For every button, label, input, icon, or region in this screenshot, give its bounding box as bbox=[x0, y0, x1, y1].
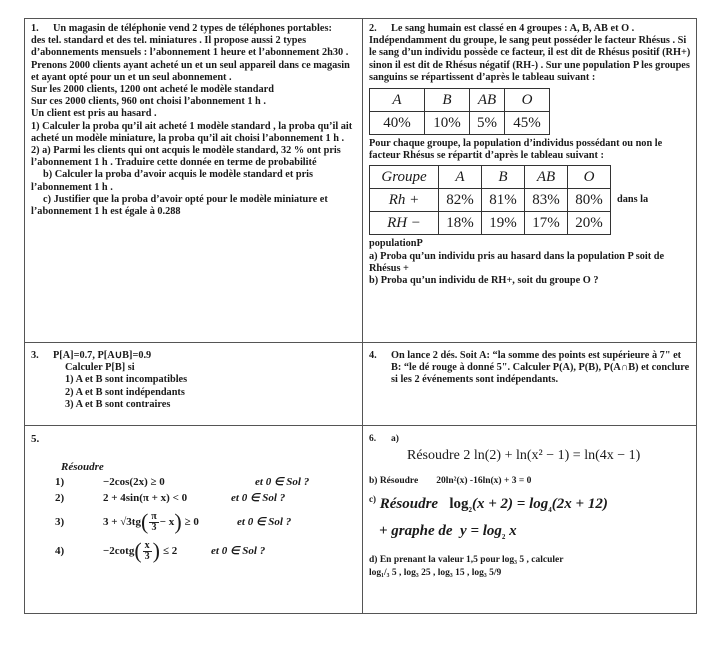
part-b-equation: 20ln²(x) -16ln(x) + 3 = 0 bbox=[436, 476, 532, 487]
paragraph: Sur ces 2000 clients, 960 ont choisi l’abonnement 1 h . bbox=[31, 96, 266, 108]
list-item: 3) A et B sont contraires bbox=[65, 398, 171, 410]
question-1: 1) Calculer la proba qu’il ait acheté 1 modèle standard , la proba qu’il ait acheté un modèle miniature, la proba qu’il ait choisi l’abonnement 1 h . bbox=[31, 120, 353, 144]
expr-part: −2cotg bbox=[103, 545, 135, 558]
table-cell: 19% bbox=[482, 212, 525, 235]
item-label: 2) bbox=[55, 491, 65, 504]
table-cell: 45% bbox=[505, 112, 550, 135]
table-cell: 82% bbox=[439, 189, 482, 212]
condition: et 0 ∈ Sol ? bbox=[255, 476, 310, 489]
exercise-number: 6. bbox=[369, 434, 377, 444]
part-a-label: a) bbox=[391, 434, 399, 444]
table-header: O bbox=[505, 89, 550, 112]
table-header: AB bbox=[470, 89, 505, 112]
table-cell: 20% bbox=[568, 212, 611, 235]
expr-part: + graphe de bbox=[379, 523, 453, 540]
inequality-2 bbox=[31, 492, 356, 504]
question-2b: b) Calculer la proba d’avoir acquis le modèle standard et pris l’abonnement 1 h . bbox=[31, 169, 314, 193]
paragraph: Sur les 2000 clients, 1200 ont acheté le modèle standard bbox=[31, 84, 274, 96]
exercise-5 bbox=[25, 426, 362, 615]
paragraph: Pour chaque groupe, la population d’individus possédant ou non le facteur Rhésus se répartit d’après le tableau suivant : bbox=[369, 138, 663, 162]
condition: et 0 ∈ Sol ? bbox=[211, 545, 266, 558]
side-note: dans la bbox=[617, 194, 649, 206]
exercise-number: 4. bbox=[369, 350, 377, 361]
fraction bbox=[143, 541, 152, 562]
expr-part: x bbox=[509, 523, 517, 540]
question-2a: 2) a) Parmi les clients qui ont acquis le modèle standard, 32 % ont pris l’abonnement 1 h . Traduire cette donnée en terme de probabilité bbox=[31, 145, 341, 169]
expr-part: − x bbox=[159, 516, 175, 529]
item-label: 1) bbox=[55, 476, 65, 489]
graph-request bbox=[369, 520, 692, 548]
expression: 2 + 4sin(π + x) < 0 bbox=[103, 491, 188, 504]
part-b-label: b) Résoudre bbox=[369, 476, 419, 487]
exercise-1 bbox=[25, 19, 362, 342]
exercise-6 bbox=[363, 426, 698, 615]
table-header: O bbox=[568, 166, 611, 189]
expression: −2cos(2x) ≥ 0 bbox=[103, 476, 165, 489]
rhesus-table bbox=[369, 165, 611, 235]
condition: et 0 ∈ Sol ? bbox=[237, 516, 292, 529]
exercise-sheet bbox=[24, 18, 697, 614]
denominator: 3 bbox=[144, 550, 150, 562]
inequality-3 bbox=[31, 509, 356, 535]
item-label: 3) bbox=[55, 516, 65, 529]
part-c-label: c) bbox=[369, 494, 376, 505]
table-header: A bbox=[439, 166, 482, 189]
expression: 3 + √3tg ( $\frac{\pi}{3}$ − x ) ≥ 0 bbox=[103, 509, 199, 535]
exercise-title: Un magasin de téléphonie vend 2 types de téléphones portables: bbox=[53, 23, 332, 34]
paragraph: des tel. standard et des tel. miniatures . Il propose aussi 2 types d’abonnements mensuels : l’abonnement 1 heure et l’abonnement 2h30 . Prenons 2000 clients ayant acheté un et un seul appareil dans ce magasin et ayant opté pour un et un seul abonnement . bbox=[31, 35, 350, 83]
exercise-4 bbox=[363, 343, 698, 425]
table-header: B bbox=[482, 166, 525, 189]
numerator: x bbox=[144, 539, 150, 551]
part-d-line-1: d) En prenant la valeur 1,5 pour log₃ 5 , calculer bbox=[369, 555, 564, 566]
question-b: b) Proba qu’un individu de RH+, soit du groupe O ? bbox=[369, 275, 599, 287]
given-values: P[A]=0.7, P[A∪B]=0.9 bbox=[53, 350, 152, 361]
expr-part: 3 + √3tg bbox=[103, 516, 141, 529]
log-base: 2 bbox=[501, 533, 506, 542]
table-cell: 83% bbox=[525, 189, 568, 212]
table-header: B bbox=[425, 89, 470, 112]
row-label: RH − bbox=[370, 212, 439, 235]
exercise-3 bbox=[25, 343, 362, 425]
table-cell: 10% bbox=[425, 112, 470, 135]
part-c-equation bbox=[369, 489, 692, 520]
exercise-number: 1. bbox=[31, 23, 39, 34]
table-cell: 5% bbox=[470, 112, 505, 135]
expr-part: (x + 2) = log bbox=[472, 496, 549, 513]
paragraph: Un client est pris au hasard . bbox=[31, 108, 157, 120]
list-item: 1) A et B sont incompatibles bbox=[65, 374, 188, 386]
table-cell: 18% bbox=[439, 212, 482, 235]
table-cell: 80% bbox=[568, 189, 611, 212]
expr-part: (2x + 12) bbox=[551, 496, 608, 513]
part-a-equation: Résoudre 2 ln(2) + ln(x² − 1) = ln(4x − 1) bbox=[407, 448, 641, 464]
solve-word: Résoudre bbox=[379, 496, 439, 513]
denominator: 3 bbox=[151, 521, 157, 533]
fraction bbox=[149, 512, 158, 533]
log-base: 4 bbox=[548, 506, 552, 515]
log-base: 2 bbox=[468, 506, 473, 515]
exercise-number: 2. bbox=[369, 23, 377, 34]
table-header: A bbox=[370, 89, 425, 112]
item-label: 4) bbox=[55, 545, 65, 558]
table-cell: 81% bbox=[482, 189, 525, 212]
question-2c: c) Justifier que la proba d’avoir opté pour le modèle miniature et l’abonnement 1 h est égale à 0.288 bbox=[31, 193, 328, 218]
paragraph: populationP bbox=[369, 238, 423, 250]
expr-part: y = log bbox=[460, 523, 502, 540]
part-d-line-2: log₁/₃ 5 , log₃ 25 , log₃ 15 , log₃ 5/9 bbox=[369, 567, 502, 578]
numerator: π bbox=[151, 510, 157, 522]
table-cell: 40% bbox=[370, 112, 425, 135]
section-heading: Résoudre bbox=[61, 461, 104, 474]
table-header: AB bbox=[525, 166, 568, 189]
expr-part: ≥ 0 bbox=[184, 516, 199, 529]
prompt: Calculer P[B] si bbox=[65, 362, 135, 374]
question-a: a) Proba qu’un individu pris au hasard dans la population P soit de Rhésus + bbox=[369, 250, 665, 274]
row-label: Rh + bbox=[370, 189, 439, 212]
exercise-number: 3. bbox=[31, 350, 39, 361]
condition: et 0 ∈ Sol ? bbox=[231, 491, 286, 504]
exercise-number: 5. bbox=[31, 433, 40, 445]
exercise-intro: Le sang humain est classé en 4 groupes : A, B, AB et O . Indépendamment du groupe, le sang peut posséder le facteur Rhésus . Si le sang d’un individu possède ce facteur, il est dit de Rhésus positif (RH+) sinon il est dit de Rhésus négatif (RH-) . Sur une population P les groupes sanguins se répartissent d’après le tableau suivant : bbox=[369, 23, 691, 83]
expression: −2cotg ( $\frac{x}{3}$ ) ≤ 2 bbox=[103, 538, 178, 564]
inequality-4 bbox=[31, 538, 356, 564]
table-cell: 17% bbox=[525, 212, 568, 235]
exercise-2 bbox=[363, 19, 698, 342]
table-header: Groupe bbox=[370, 166, 439, 189]
inequality-1 bbox=[31, 476, 356, 488]
exercise-text: On lance 2 dés. Soit A: “la somme des points est supérieure à 7" et B: “le dé rouge à donné 5". Calculer P(A), P(B), P(A∩B) et conclure si les 2 événements sont indépendants. bbox=[391, 350, 690, 386]
blood-group-table bbox=[369, 88, 550, 135]
list-item: 2) A et B sont indépendants bbox=[65, 386, 185, 398]
expr-part: log bbox=[449, 496, 469, 513]
expr-part: ≤ 2 bbox=[162, 545, 178, 558]
